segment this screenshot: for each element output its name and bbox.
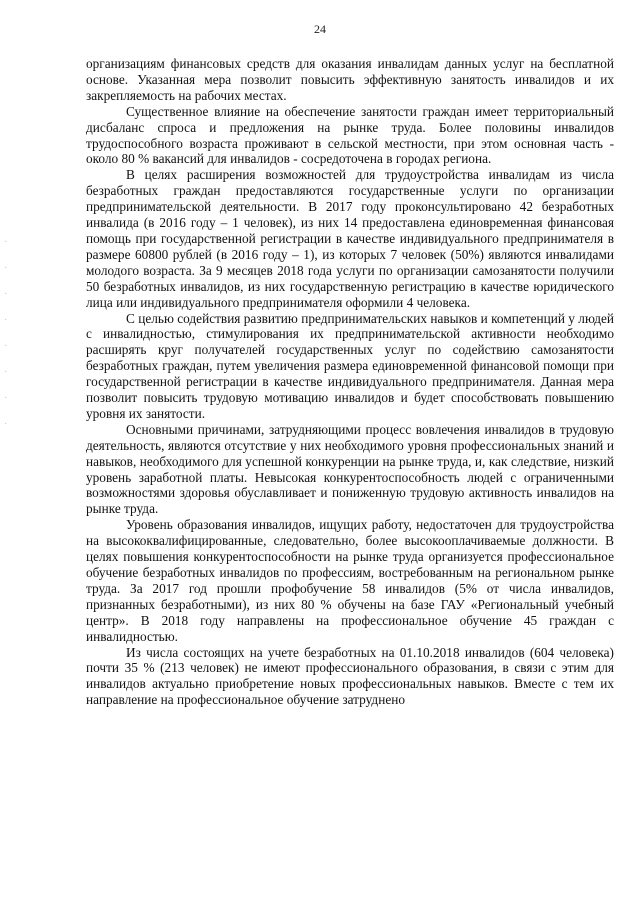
margin-mark: · <box>4 289 8 300</box>
margin-mark: · <box>4 341 8 352</box>
paragraph-3: В целях расширения возможностей для трудоустройства инвалидам из числа безработных граждан предоставляются государственные услуги по организации предпринимательской деятельности. В 2017 году проконсультировано 42 безработных инвалида (в 2016 году – 1 человек), из них 14 предоставлена единовременная финансовая помощь при государственной регистрации в качестве индивидуального предпринимателя в размере 60800 рублей (в 2016 году – 1), из которых 7 человек (50%) являются инвалидами молодого возраста. За 9 месяцев 2018 года услуги по организации самозанятости получили 50 безработных инвалидов, из них государственную регистрацию в качестве юридического лица или индивидуального предпринимателя оформили 4 человека. <box>86 167 614 310</box>
paragraph-5: Основными причинами, затрудняющими процесс вовлечения инвалидов в трудовую деятельность, являются отсутствие у них необходимого уровня профессиональных знаний и навыков, необходимого для успешной конкуренции на рынке труда, и, как следствие, низкий уровень заработной платы. Невысокая конкурентоспособность людей с ограниченными возможностями здоровья обуславливает и пониженную трудовую активность инвалидов на рынке труда. <box>86 421 614 517</box>
margin-mark: · <box>4 263 8 274</box>
margin-mark: · <box>4 315 8 326</box>
body-text <box>86 56 614 708</box>
paragraph-6: Уровень образования инвалидов, ищущих работу, недостаточен для трудоустройства на высококвалифицированные, следовательно, более высокооплачиваемые должности. В целях повышения конкурентоспособности на рынке труда организуется профессиональное обучение безработных инвалидов по профессиям, востребованным на региональном рынке труда. За 2017 год прошли профобучение 58 инвалидов (5% от числа инвалидов, признанных безработными), из них 80 % обучены на базе ГАУ «Региональный учебный центр». В 2018 году направлены на профессиональное обучение 45 граждан с инвалидностью. <box>86 517 614 644</box>
paragraph-7: Из числа состоящих на учете безработных на 01.10.2018 инвалидов (604 человека) почти 35 % (213 человек) не имеют профессионального образования, в связи с этим для инвалидов актуально приобретение новых профессиональных навыков. Вместе с тем их направление на профессиональное обучение затруднено <box>86 644 614 708</box>
page-number: 24 <box>314 22 326 36</box>
paragraph-1: организациям финансовых средств для оказания инвалидам данных услуг на бесплатной основе. Указанная мера позволит повысить эффективную занятость инвалидов и их закрепляемость на рабочих местах. <box>86 56 614 103</box>
scan-margin-marks <box>4 230 10 630</box>
paragraph-4: С целью содействия развитию предпринимательских навыков и компетенций у людей с инвалидностью, стимулирования их предпринимательской активности необходимо расширять круг получателей государственных услуг по содействию самозанятости безработных граждан, путем увеличения размера единовременной финансовой помощи при государственной регистрации в качестве индивидуального предпринимателя. Данная мера позволит повысить трудовую мотивацию инвалидов и будет способствовать повышению уровня их занятости. <box>86 310 614 421</box>
margin-mark: · <box>4 393 8 404</box>
margin-mark: · <box>4 237 8 248</box>
paragraph-2: Существенное влияние на обеспечение занятости граждан имеет территориальный дисбаланс спроса и предложения на рынке труда. Более половины инвалидов трудоспособного возраста проживают в сельской местности, при этом основная часть - около 80 % вакансий для инвалидов - сосредоточена в городах региона. <box>86 103 614 167</box>
margin-mark: · <box>4 367 8 378</box>
margin-mark: · <box>4 419 8 430</box>
